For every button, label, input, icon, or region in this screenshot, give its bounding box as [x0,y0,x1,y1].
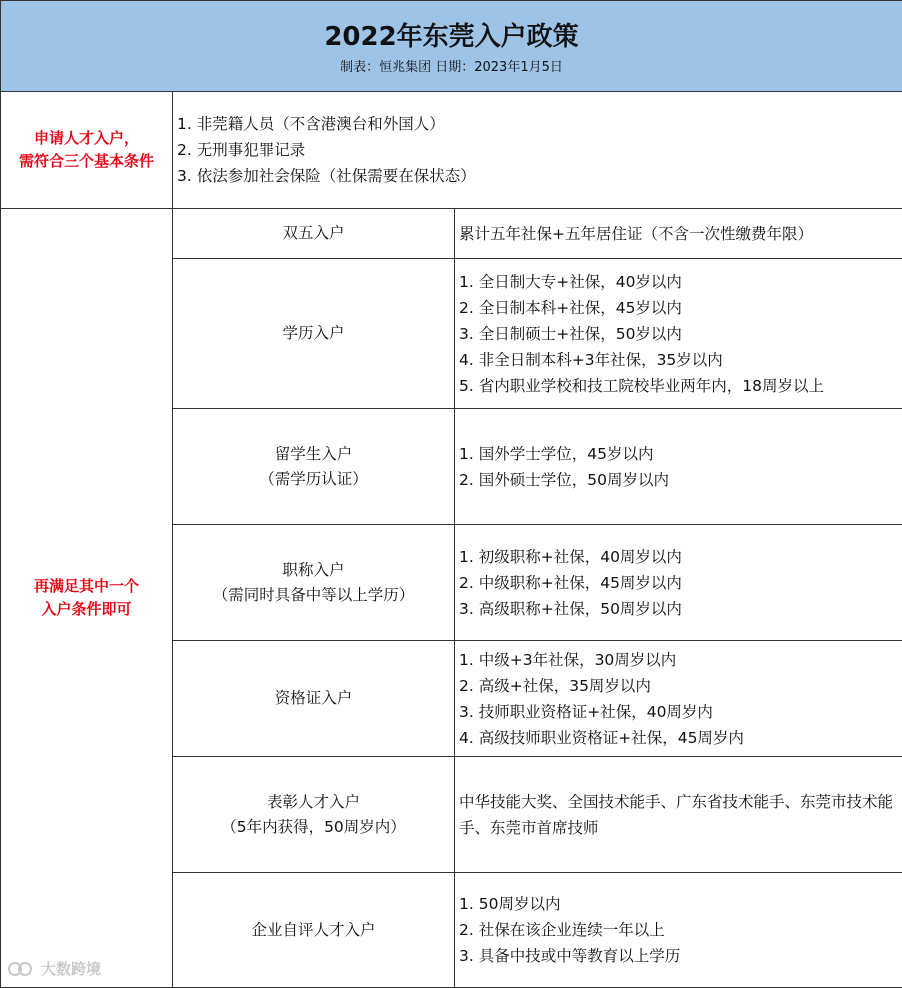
category-name: 表彰人才入户 [266,792,360,811]
category-details [455,525,902,641]
detail-item: 4. 高级技师职业资格证+社保，45周岁内 [459,728,744,747]
detail-item: 3. 全日制硕士+社保，50岁以内 [459,324,682,343]
detail-item: 1. 50周岁以内 [459,895,561,913]
category-name: 资格证入户 [274,689,353,707]
category-note: （需学历认证） [259,469,368,488]
category-name: 企业自评人才入户 [251,920,376,939]
category-name: 学历入户 [282,324,345,342]
category-details [455,873,902,988]
detail-item: 1. 中级+3年社保，30周岁以内 [459,650,677,669]
detail-item: 1. 初级职称+社保，40周岁以内 [459,547,682,566]
detail-item: 2. 高级+社保，35周岁以内 [459,676,651,695]
category-details [455,259,902,409]
basic-conditions-row [1,92,902,209]
category-details [455,409,902,525]
detail-item: 3. 技师职业资格证+社保，40周岁内 [459,702,713,721]
conditions-label-line1: 再满足其中一个 [33,577,139,595]
detail-item: 2. 社保在该企业连续一年以上 [459,921,665,939]
list-item: 3. 依法参加社会保险（社保需要在保状态） [177,167,476,185]
conditions-label [1,209,173,988]
category-name-cell [173,757,455,873]
detail-item: 2. 中级职称+社保，45周岁以内 [459,573,682,592]
watermark [8,958,101,979]
detail-item: 3. 具备中技或中等教育以上学历 [459,947,681,965]
category-details [455,641,902,757]
watermark-text: 大数跨境 [41,960,102,978]
category-details [455,757,902,873]
detail-item: 4. 非全日制本科+3年社保，35岁以内 [459,350,723,369]
list-item: 2. 无刑事犯罪记录 [177,141,306,159]
header-row [1,1,902,92]
basic-label-line1: 申请人才入户， [33,129,139,147]
detail-item: 1. 全日制大专+社保，40岁以内 [459,272,682,291]
basic-conditions-list [173,92,902,209]
category-name: 职称入户 [282,560,345,579]
page-title: 2022年东莞入户政策 [324,22,579,52]
category-note: （需同时具备中等以上学历） [212,585,415,604]
detail-item: 2. 全日制本科+社保，45岁以内 [459,298,682,317]
basic-label-line2: 需符合三个基本条件 [18,152,154,170]
table-row [1,209,902,259]
detail-item: 累计五年社保+五年居住证（不含一次性缴费年限） [459,224,813,243]
category-name: 留学生入户 [274,444,353,463]
category-note: （5年内获得，50周岁内） [221,817,406,836]
category-name-cell [173,209,455,259]
list-item: 1. 非莞籍人员（不含港澳台和外国人） [177,115,445,133]
category-name-cell [173,259,455,409]
category-name-cell [173,641,455,757]
category-name-cell [173,409,455,525]
category-name-cell [173,873,455,988]
category-name: 双五入户 [282,224,345,242]
category-details [455,209,902,259]
conditions-label-line2: 入户条件即可 [41,600,132,618]
detail-item: 2. 国外硕士学位，50周岁以内 [459,470,669,489]
detail-item: 中华技能大奖、全国技术能手、广东省技术能手、东莞市技术能手、东莞市首席技师 [459,792,894,837]
detail-item: 5. 省内职业学校和技工院校毕业两年内，18周岁以上 [459,376,824,395]
header-cell [1,1,902,92]
page-subtitle: 制表：恒兆集团 日期：2023年1月5日 [340,60,563,75]
basic-conditions-label [1,92,173,209]
detail-item: 1. 国外学士学位，45岁以内 [459,444,654,463]
detail-item: 3. 高级职称+社保，50周岁以内 [459,599,682,618]
logo-rings-icon [8,960,38,978]
category-name-cell [173,525,455,641]
